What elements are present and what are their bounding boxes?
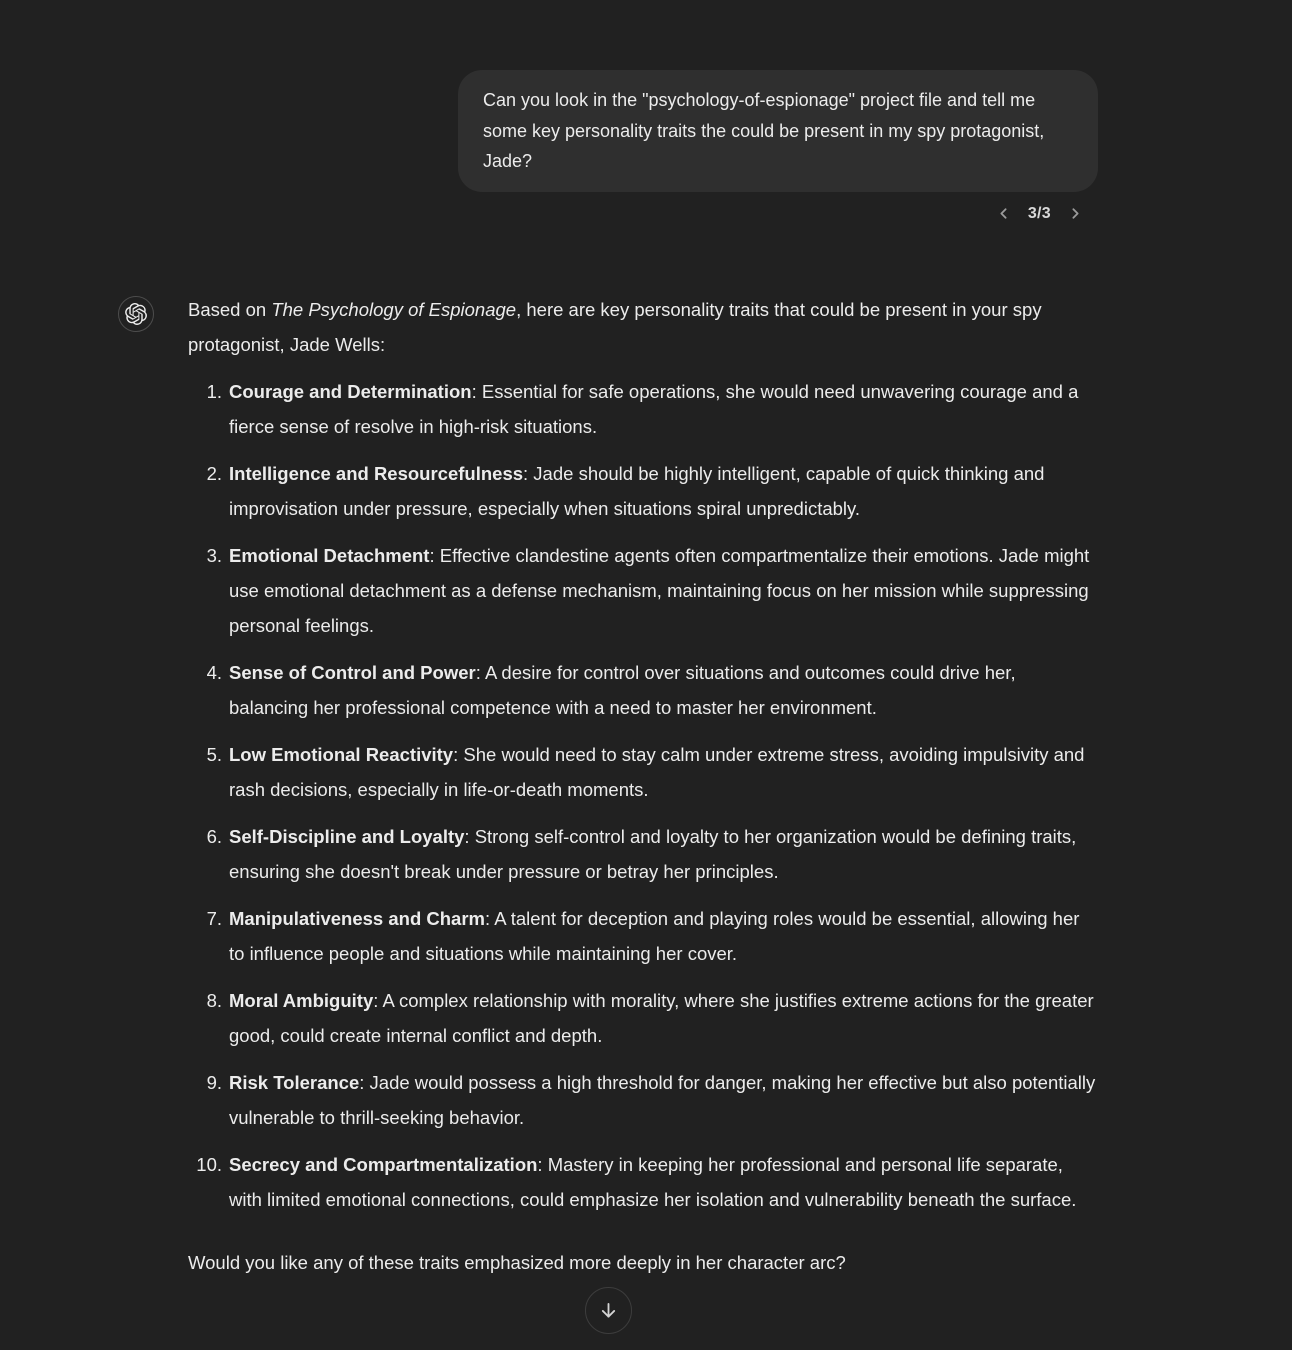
list-item [188, 374, 1098, 444]
book-title: The Psychology of Espionage [271, 298, 517, 320]
arrow-down-icon [598, 1300, 619, 1321]
assistant-message-row [118, 292, 1098, 1280]
trait-number: 9. [206, 1071, 222, 1093]
trait-title: Intelligence and Resourcefulness [229, 462, 524, 484]
assistant-intro [188, 292, 1098, 362]
list-item [188, 819, 1098, 889]
trait-title: Moral Ambiguity [229, 989, 374, 1011]
trait-title: Emotional Detachment [229, 544, 430, 566]
list-item [188, 538, 1098, 643]
trait-number: 7. [206, 907, 222, 929]
list-item [188, 737, 1098, 807]
trait-number: 8. [206, 989, 222, 1011]
trait-description: : A complex relationship with morality, where she justifies extreme actions for the greater good, could create internal conflict and depth. [229, 989, 1094, 1046]
message-pagination [118, 202, 1098, 226]
list-item [188, 1065, 1098, 1135]
trait-number: 1. [206, 380, 222, 402]
trait-description: : A desire for control over situations and outcomes could drive her, balancing her professional competence with a need to master her environment. [229, 661, 1016, 718]
trait-number: 5. [206, 743, 222, 765]
chevron-left-icon [995, 205, 1012, 222]
trait-number: 10. [196, 1153, 222, 1175]
trait-description: : Strong self-control and loyalty to her organization would be defining traits, ensuring she doesn't break under pressure or betray her principles. [229, 825, 1077, 882]
scroll-to-bottom-button[interactable] [585, 1287, 632, 1334]
list-item [188, 1147, 1098, 1217]
trait-description: : Effective clandestine agents often compartmentalize their emotions. Jade might use emotional detachment as a defense mechanism, maintaining focus on her mission while suppressing personal feelings. [229, 544, 1090, 636]
trait-description: : Jade would possess a high threshold for danger, making her effective but also potentially vulnerable to thrill-seeking behavior. [229, 1071, 1096, 1128]
trait-number: 2. [206, 462, 222, 484]
trait-title: Sense of Control and Power [229, 661, 476, 683]
trait-number: 4. [206, 661, 222, 683]
trait-description: : Jade should be highly intelligent, capable of quick thinking and improvisation under pressure, especially when situations spiral unpredictably. [229, 462, 1045, 519]
list-item [188, 456, 1098, 526]
trait-title: Courage and Determination [229, 380, 472, 402]
user-message-row [118, 70, 1098, 192]
intro-suffix: , here are key personality traits that could be present in your spy protagonist, Jade Wells: [188, 298, 1042, 355]
next-version-button[interactable] [1067, 205, 1084, 222]
assistant-avatar [118, 296, 154, 332]
trait-title: Risk Tolerance [229, 1071, 360, 1093]
trait-title: Self-Discipline and Loyalty [229, 825, 465, 847]
trait-description: : She would need to stay calm under extreme stress, avoiding impulsivity and rash decisions, especially in life-or-death moments. [229, 743, 1085, 800]
assistant-message-body [188, 292, 1098, 1280]
trait-description: : Mastery in keeping her professional and personal life separate, with limited emotional connections, could emphasize her isolation and vulnerability beneath the surface. [229, 1153, 1077, 1210]
user-message-bubble: Can you look in the "psychology-of-espionage" project file and tell me some key personality traits the could be present in my spy protagonist, Jade? [458, 70, 1098, 192]
trait-list [188, 374, 1098, 1217]
conversation-thread [118, 0, 1098, 1280]
trait-description: : Essential for safe operations, she would need unwavering courage and a fierce sense of resolve in high-risk situations. [229, 380, 1079, 437]
trait-number: 3. [206, 544, 222, 566]
previous-version-button[interactable] [995, 205, 1012, 222]
list-item [188, 901, 1098, 971]
trait-number: 6. [206, 825, 222, 847]
trait-title: Manipulativeness and Charm [229, 907, 485, 929]
trait-title: Secrecy and Compartmentalization [229, 1153, 538, 1175]
trait-title: Low Emotional Reactivity [229, 743, 454, 765]
assistant-followup-question: Would you like any of these traits emphasized more deeply in her character arc? [188, 1251, 846, 1273]
openai-logo-icon [125, 303, 147, 325]
intro-prefix: Based on [188, 298, 272, 320]
version-counter: 3/3 [1027, 204, 1051, 222]
list-item [188, 983, 1098, 1053]
trait-description: : A talent for deception and playing roles would be essential, allowing her to influence people and situations while maintaining her cover. [229, 907, 1080, 964]
list-item [188, 655, 1098, 725]
chevron-right-icon [1067, 205, 1084, 222]
